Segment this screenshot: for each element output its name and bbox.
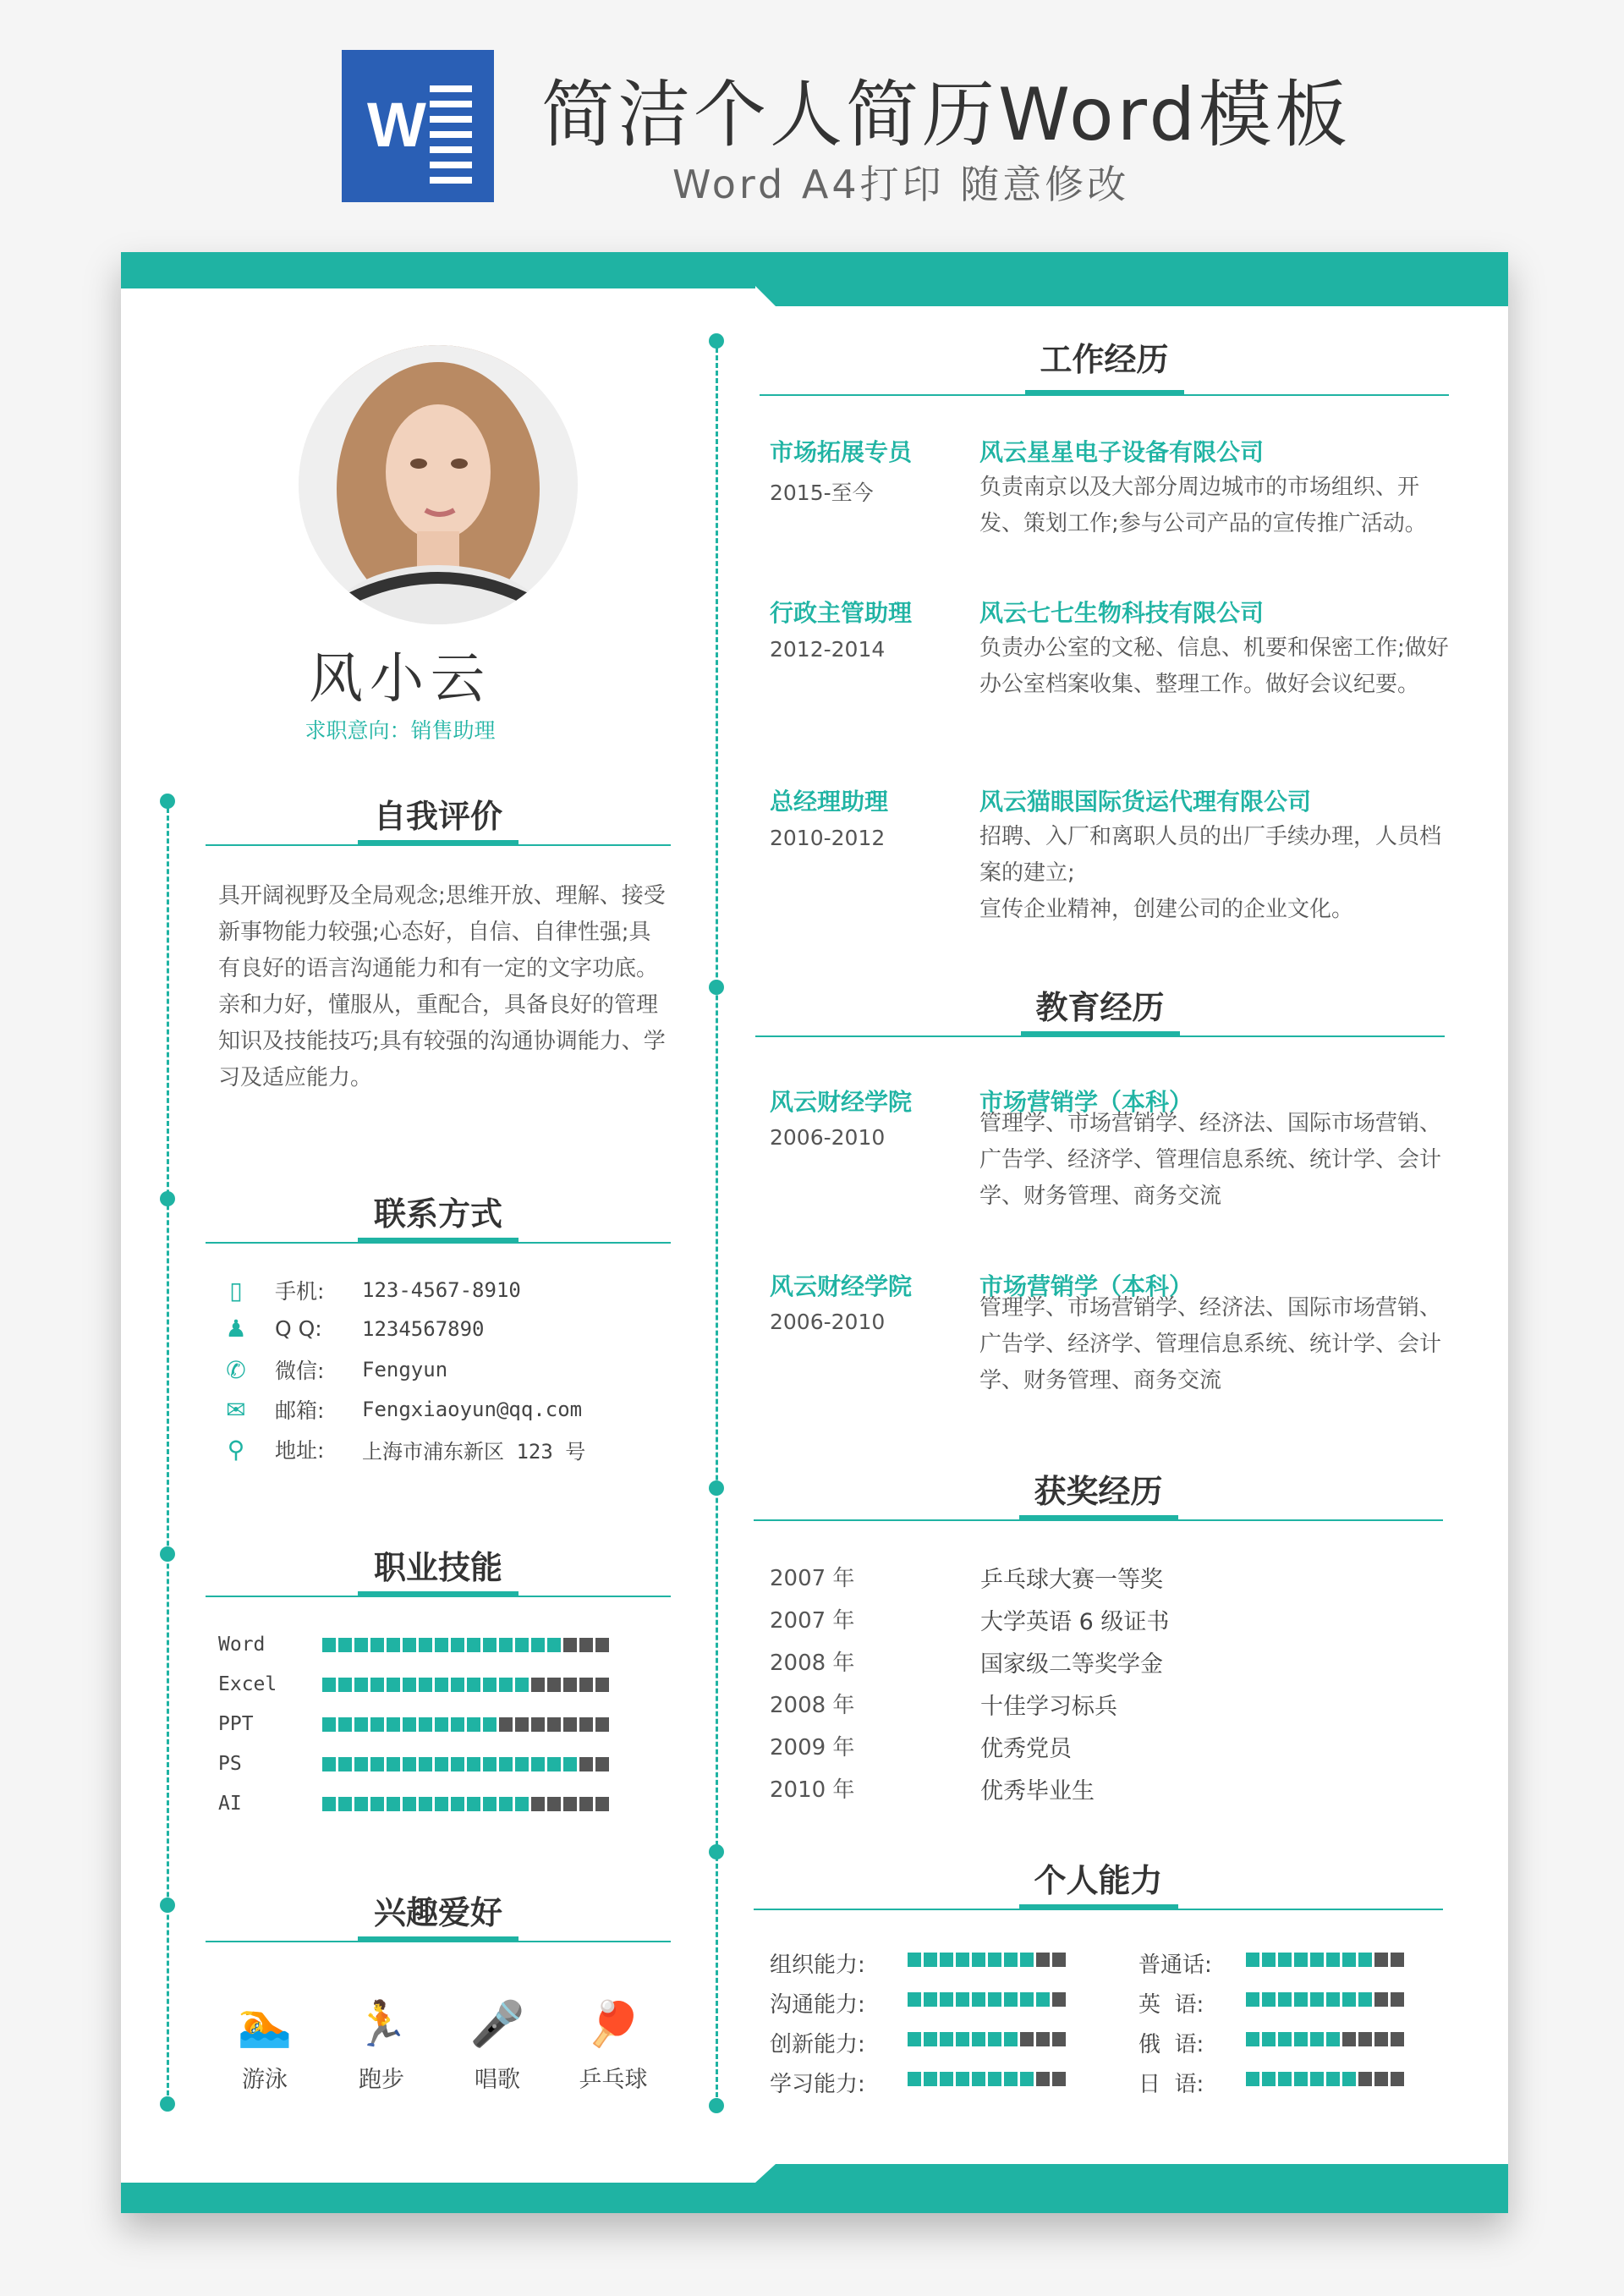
contact-label: 地址:	[275, 1438, 325, 1463]
work-company: 风云猫眼国际货运代理有限公司	[979, 788, 1312, 816]
ability-name: 学习能力:	[770, 2072, 865, 2097]
work-position: 行政主管助理	[770, 599, 913, 627]
top-band	[121, 252, 1508, 286]
swim-icon: 🏊	[237, 1999, 293, 2050]
work-company: 风云七七生物科技有限公司	[979, 599, 1265, 627]
skill-name: Excel	[218, 1673, 277, 1695]
contact-item	[222, 1434, 585, 1464]
work-title: 工作经历	[1040, 341, 1169, 378]
contact-item	[222, 1275, 521, 1305]
contact-label: Q Q:	[275, 1316, 322, 1341]
ability-bar	[1246, 2032, 1404, 2046]
top-band-wedge	[755, 286, 1508, 306]
word-logo-icon: W	[342, 50, 494, 202]
skill-bar	[322, 1757, 609, 1771]
skill-bar	[322, 1797, 609, 1811]
mic-icon: 🎤	[469, 1999, 525, 2050]
skill-item	[218, 1634, 609, 1656]
job-intent: 求职意向：销售助理	[304, 718, 496, 743]
hobby-item	[218, 1995, 311, 2094]
ability-name: 俄 语:	[1138, 2032, 1204, 2057]
bottom-band-wedge	[755, 2164, 1508, 2183]
location-icon: ⚲	[227, 1435, 245, 1464]
contact-item	[222, 1354, 447, 1385]
abilities-title: 个人能力	[1034, 1862, 1163, 1899]
ability-bar-holder	[908, 2072, 1066, 2086]
edu-school: 风云财经学院	[770, 1272, 913, 1300]
ability-bar	[908, 2032, 1066, 2046]
work-date: 2012-2014	[770, 637, 886, 662]
award-year: 2008 年	[770, 1693, 855, 1718]
skill-name: PPT	[218, 1713, 254, 1735]
skill-item	[218, 1753, 609, 1775]
edu-date: 2006-2010	[770, 1310, 886, 1334]
awards-title: 获奖经历	[1034, 1473, 1163, 1510]
pingpong-icon: 🏓	[585, 1999, 641, 2050]
resume-page	[121, 252, 1508, 2213]
edu-major: 市场营销学（本科）	[979, 1088, 1193, 1116]
skill-item	[218, 1713, 609, 1735]
skill-name: AI	[218, 1793, 242, 1815]
contact-value: 123-4567-8910	[362, 1278, 521, 1302]
skill-item	[218, 1673, 609, 1695]
award-name: 国家级二等奖学金	[980, 1651, 1163, 1678]
ability-name: 沟通能力:	[770, 1992, 865, 2018]
contact-label: 手机:	[275, 1279, 325, 1304]
ability-bar-holder	[1246, 2032, 1404, 2046]
mail-icon: ✉	[226, 1395, 246, 1424]
work-company: 风云星星电子设备有限公司	[979, 438, 1265, 466]
skill-bar	[322, 1638, 609, 1652]
skill-name: PS	[218, 1753, 242, 1775]
hobby-item	[451, 1995, 544, 2094]
contact-title: 联系方式	[373, 1195, 502, 1233]
edu-date: 2006-2010	[770, 1125, 886, 1150]
ability-bar-holder	[1246, 2072, 1404, 2086]
hobbies-title: 兴趣爱好	[373, 1894, 502, 1931]
phone-icon: ▯	[229, 1276, 243, 1305]
award-year: 2009 年	[770, 1735, 855, 1760]
candidate-name: 风小云	[309, 648, 491, 711]
award-year: 2010 年	[770, 1777, 855, 1803]
contact-label: 微信:	[275, 1359, 325, 1383]
ability-name: 普通话:	[1138, 1953, 1212, 1978]
award-year: 2007 年	[770, 1566, 855, 1591]
qq-icon: ♟	[225, 1315, 247, 1343]
contact-item	[222, 1394, 582, 1425]
work-desc: 招聘、入厂和离职人员的出厂手续办理，人员档案的建立; 宣传企业精神，创建公司的企业文化。	[979, 824, 1442, 922]
ability-bar	[1246, 1953, 1404, 1967]
self-eval-title: 自我评价	[373, 798, 502, 835]
skill-item	[218, 1793, 609, 1815]
self-eval-text: 具开阔视野及全局观念;思维开放、理解、接受新事物能力较强;心态好，自信、自律性强;具有良好的语言沟通能力和有一定的文字功底。亲和力好，懂服从，重配合，具备良好的管理知识及技能技巧;具有较强的沟通协调能力、学习及适应能力。	[218, 883, 666, 1090]
skills-title: 职业技能	[373, 1549, 502, 1586]
hobby-item	[335, 1995, 428, 2094]
ability-bar	[1246, 1992, 1404, 2007]
bottom-band	[121, 2183, 1508, 2213]
skill-bar	[322, 1717, 609, 1732]
ability-bar-holder	[908, 1953, 1066, 1967]
middle-timeline	[716, 340, 718, 2105]
award-name: 乒乓球大赛一等奖	[980, 1567, 1163, 1593]
ability-bar-holder	[1246, 1953, 1404, 1967]
ability-bar-holder	[908, 2032, 1066, 2046]
work-position: 总经理助理	[770, 788, 889, 816]
work-date: 2010-2012	[770, 826, 886, 850]
award-year: 2008 年	[770, 1651, 855, 1676]
contact-value: Fengyun	[362, 1358, 448, 1381]
contact-value: 上海市浦东新区 123 号	[362, 1439, 586, 1464]
ability-bar	[908, 2072, 1066, 2086]
contact-label: 邮箱:	[275, 1398, 325, 1423]
skill-name: Word	[218, 1634, 266, 1656]
award-name: 大学英语 6 级证书	[980, 1609, 1170, 1635]
ability-name: 创新能力:	[770, 2032, 865, 2057]
page-title: 简洁个人简历Word模板	[541, 73, 1352, 157]
award-name: 优秀党员	[980, 1736, 1072, 1762]
run-icon: 🏃	[354, 1999, 409, 2050]
hobby-label: 唱歌	[475, 2067, 520, 2093]
work-desc: 负责办公室的文秘、信息、机要和保密工作;做好办公室档案收集、整理工作。做好会议纪要。	[979, 635, 1449, 697]
ability-bar	[908, 1953, 1066, 1967]
award-name: 优秀毕业生	[980, 1778, 1095, 1804]
page-subtitle: Word A4打印 随意修改	[672, 162, 1130, 207]
award-year: 2007 年	[770, 1608, 855, 1634]
hobby-label: 游泳	[242, 2067, 288, 2093]
work-date: 2015-至今	[770, 481, 874, 505]
education-title: 教育经历	[1035, 989, 1165, 1026]
contact-value: Fengxiaoyun@qq.com	[362, 1398, 583, 1421]
skill-bar	[322, 1678, 609, 1692]
ability-name: 英 语:	[1138, 1992, 1204, 2018]
ability-bar	[1246, 2072, 1404, 2086]
wechat-icon: ✆	[226, 1355, 246, 1384]
ability-name: 组织能力:	[770, 1953, 865, 1978]
edu-desc: 管理学、市场营销学、经济法、国际市场营销、广告学、经济学、管理信息系统、统计学、会计学、财务管理、商务交流	[979, 1111, 1442, 1209]
edu-major: 市场营销学（本科）	[979, 1272, 1193, 1300]
profile-photo	[299, 345, 578, 624]
work-desc: 负责南京以及大部分周边城市的市场组织、开发、策划工作;参与公司产品的宣传推广活动。	[979, 475, 1427, 536]
ability-bar-holder	[908, 1992, 1066, 2007]
award-name: 十佳学习标兵	[980, 1694, 1117, 1720]
hobby-label: 乒乓球	[579, 2067, 648, 2093]
hobby-label: 跑步	[359, 2067, 404, 2093]
hobby-item	[567, 1995, 660, 2094]
edu-school: 风云财经学院	[770, 1088, 913, 1116]
ability-bar-holder	[1246, 1992, 1404, 2007]
edu-desc: 管理学、市场营销学、经济法、国际市场营销、广告学、经济学、管理信息系统、统计学、会计学、财务管理、商务交流	[979, 1295, 1442, 1393]
contact-item	[222, 1315, 485, 1343]
contact-value: 1234567890	[362, 1316, 485, 1341]
work-position: 市场拓展专员	[770, 438, 913, 466]
ability-bar	[908, 1992, 1066, 2007]
ability-name: 日 语:	[1138, 2072, 1204, 2097]
